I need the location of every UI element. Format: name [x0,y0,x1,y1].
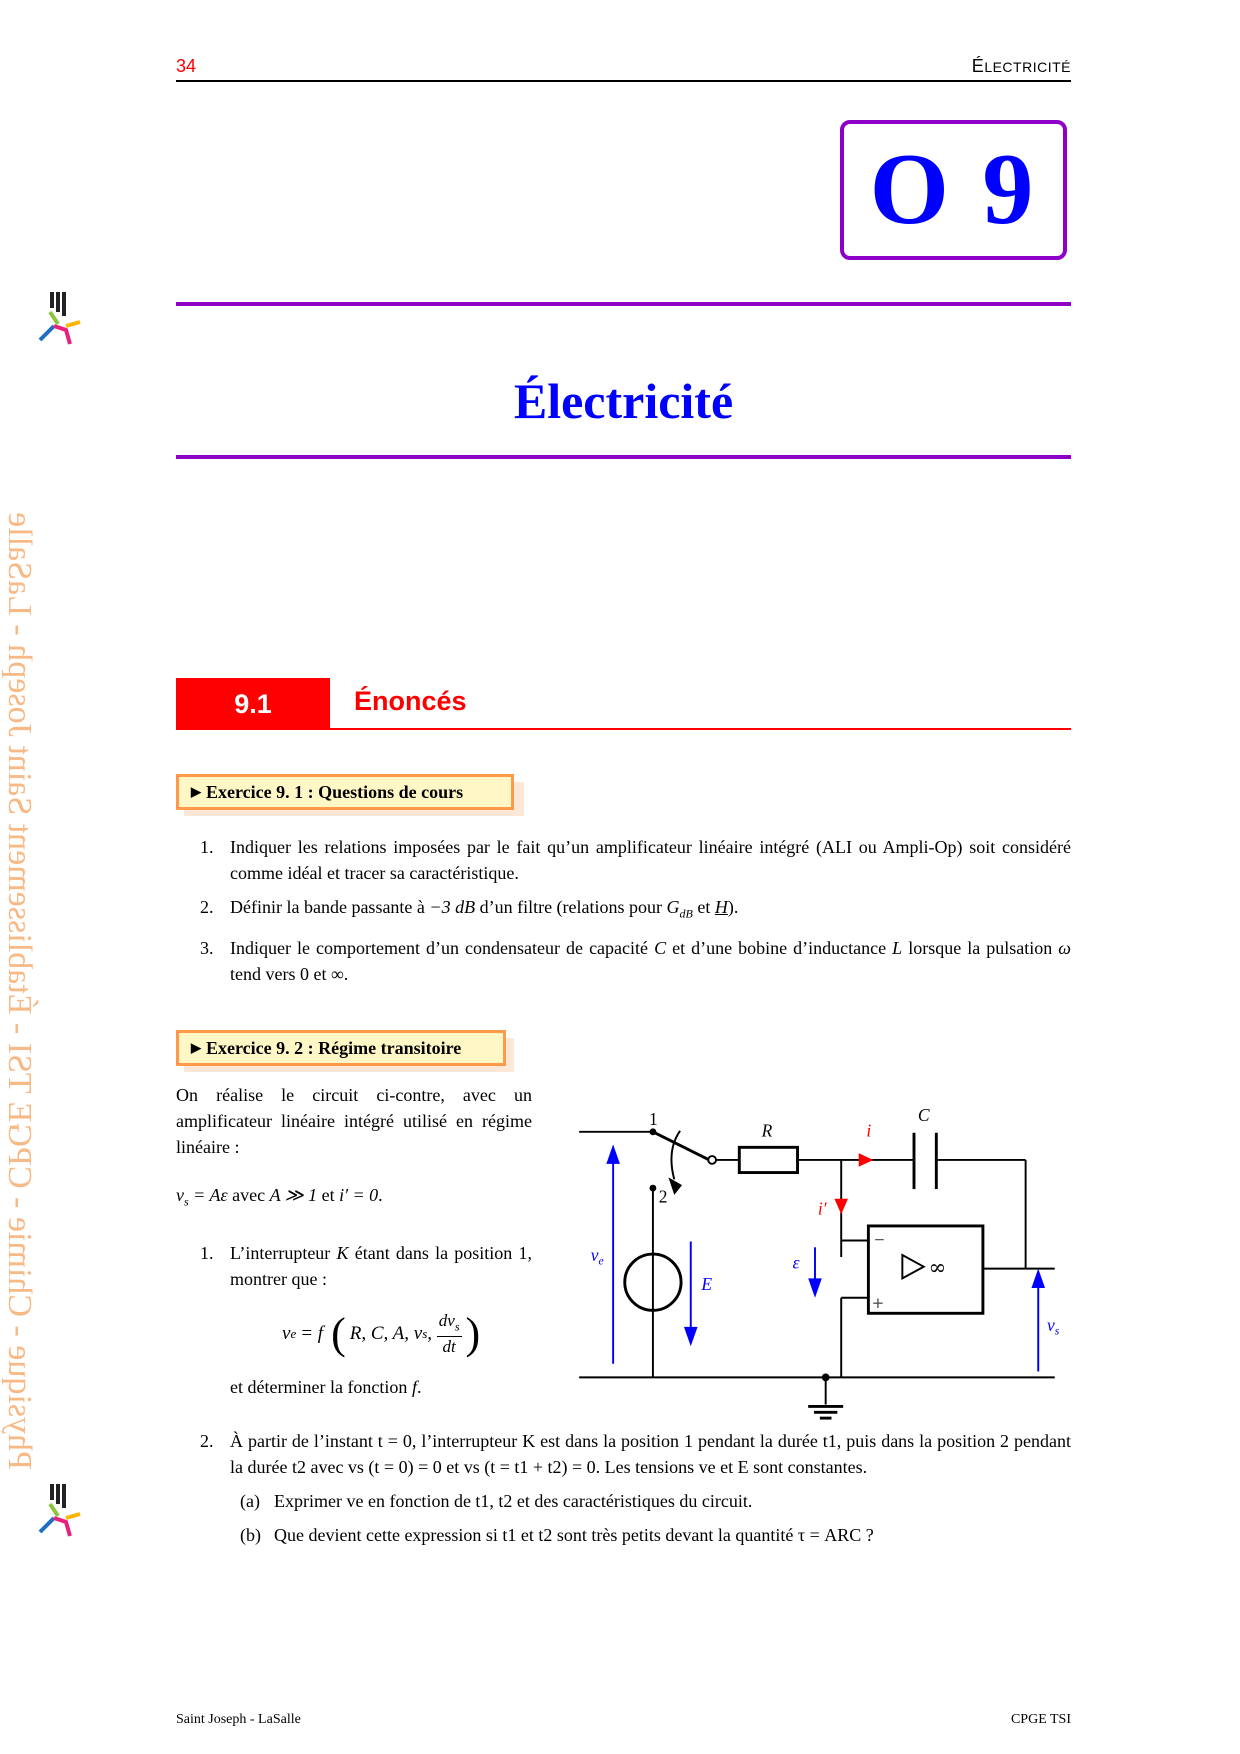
running-title [972,56,1071,77]
exercise-9-1-questions [176,834,1071,995]
exercise-tag-9-2 [176,1030,506,1066]
switch-pos1-label: 1 [649,1108,658,1129]
chapter-rule-bottom [176,455,1071,459]
switch-arrowhead [668,1177,682,1194]
fraction: $dv_s$ dt [438,1310,460,1357]
ve-label: $v_e$ [590,1244,604,1268]
paren-open: ( [331,1309,346,1358]
running-title-initial: É [971,56,985,76]
opamp-minus-label: − [874,1229,885,1250]
E-label: E [701,1273,713,1294]
eps-arrowhead [808,1278,822,1297]
exercise-label: Exercice 9. 2 : Régime transitoire [206,1037,462,1058]
question-item: 2. À partir de l’instant t = 0, l’interrupteur K est dans la position 1 pendant la durée t1, puis dans la position 2 pendant la durée t2 avec vs (t = 0) = 0 et vs (t = t1 + t2) = 0. Les tensions ve et E sont constantes. [200,1431,1071,1477]
school-logo-bottom [36,1482,82,1538]
footer-left: Saint Joseph - LaSalle [176,1712,301,1727]
question-item: 1. L’interrupteur K étant dans la position 1, montrer que : [200,1243,532,1289]
formula-ve: v e = f ( R, C, A, v s , $dv_s$ dt ) [282,1309,481,1358]
capacitor-label: C [917,1105,930,1126]
vs-label: $v_s$ [1046,1314,1060,1338]
vs-arrowhead [1031,1269,1045,1288]
section-number-box [176,678,330,730]
section-number: 9.1 [234,688,272,719]
chapter-code: O 9 [869,133,1038,246]
triangle-right-icon: ▶ [191,1040,201,1055]
chapter-rule-top [176,302,1071,306]
current-i-prime-arrow [834,1199,848,1215]
chapter-title: Électricité [513,373,734,429]
circuit-diagram [560,1092,1070,1422]
sub-questions [176,1488,1071,1548]
school-logo-top [36,290,82,346]
question-item: 3. Indiquer le comportement d’un condensateur de capacité C et d’une bobine d’inductance L lorsque la pulsation ω tend vers 0 et ∞. [200,937,1071,984]
E-arrowhead [684,1327,698,1346]
ve-arrowhead [606,1144,620,1163]
epsilon-label: ε [792,1252,800,1273]
question-item: 1. Indiquer les relations imposées par le fait qu’un amplificateur linéaire intégré (ALI ou Ampli-Op) soit considéré comme idéal et tracer sa caractéristique. [200,837,1071,883]
current-i-arrow [859,1153,874,1167]
exercise-9-2-intro: On réalise le circuit ci-contre, avec un amplificateur linéaire intégré utilisé en régime linéaire : [176,1085,532,1157]
question-text: À partir de l’instant t = 0, l’interrupteur K est dans la position 1 pendant la durée t1, puis dans la position 2 pendant la durée t2 avec vs (t = 0) = 0 et vs (t = t1 + t2) = 0. Les tensions ve et E sont constantes. [230,1431,1071,1477]
footer-right: CPGE TSI [1010,1712,1071,1727]
paren-close: ) [465,1309,481,1358]
question-item: 2. Définir la bande passante à −3 dB d’un filtre (relations pour $G_{dB}$ et H). [200,897,739,921]
exercise-9-2-q2 [176,1428,1071,1548]
opamp-plus-label: + [872,1292,884,1315]
exercise-9-2-relation: $v_s = A\varepsilon$ avec A ≫ 1 et i′ = 0. [176,1185,383,1209]
section-rule [176,728,1071,730]
sub-question: (a) Exprimer ve en fonction de t1, t2 et des caractéristiques du circuit. [240,1491,753,1511]
resistor-label: R [761,1120,773,1141]
exercise-9-2-q1 [176,1240,532,1300]
switch-pos2-label: 2 [658,1186,668,1207]
chapter-code-box [840,120,1067,260]
page-number: 34 [176,56,197,76]
exercise-9-2-q1-after: et déterminer la fonction f. [230,1377,422,1397]
triangle-right-icon: ▶ [191,784,201,799]
header-rule [176,80,1071,82]
current-i-label: i [866,1120,872,1141]
side-watermark: Physique - Chimie - CPGE TSI - Établissement Saint Joseph - LaSalle [1,512,38,1470]
exercise-label: Exercice 9. 1 : Questions de cours [206,781,464,802]
current-i-prime-label: i′ [817,1198,827,1219]
running-title-rest: LECTRICITÉ [984,59,1071,75]
exercise-tag-9-1 [176,774,514,810]
question-text: Indiquer les relations imposées par le fait qu’un amplificateur linéaire intégré (ALI ou Ampli-Op) soit considéré comme idéal et tracer sa caractéristique. [230,837,1071,883]
section-title: Énoncés [354,686,467,716]
sub-question: (b) Que devient cette expression si t1 et t2 sont très petits devant la quantité τ = ARC ? [240,1525,874,1545]
opamp-gain-label: ∞ [928,1255,947,1281]
